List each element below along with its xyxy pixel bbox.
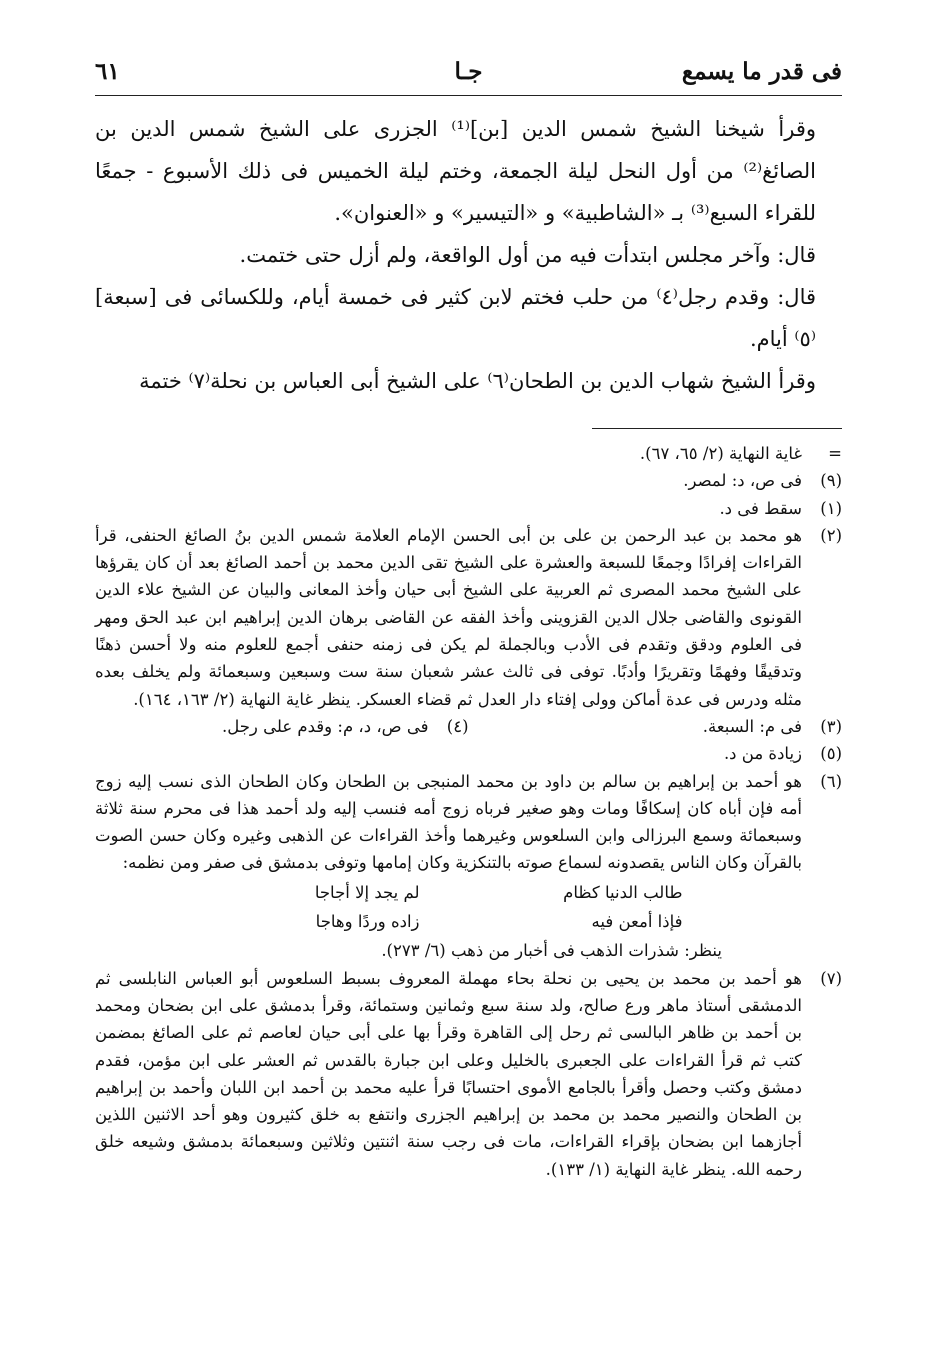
footnote-9 (95, 467, 842, 494)
verse-hemistich: طالب الدنيا كظام (563, 882, 683, 902)
volume-label: جـا (454, 58, 483, 85)
footnote-text: هو أحمد بن إبراهيم بن سالم بن داود بن محمد المنبجى بن الطحان وكان الطحان الذى نسب إليه زوج أمه فإن أباه كان إسكافًا ومات وهو صغير فرباه زوج أمه فنسب إليه ولد أحمد هذا فى محرم سنة ثلاثة وسبعمائة وسمع البرزالى وابن السلعوس وغيرهما وأخذ القراءات عن الذهبى وغيره وكان حسن الصوت بالقرآن وكان الناس يقصدونه لسماع صوته بالتنكزية وكان إمامها وتوفى بدمشق فى صفر ومن نظمه: (95, 771, 802, 873)
footnote-number: (٦) (820, 771, 842, 791)
footnote-text: زيادة من د. (723, 744, 802, 764)
footnote-3 (469, 713, 843, 740)
footnote-text: سقط فى د. (719, 498, 802, 518)
footnote-5 (95, 740, 842, 767)
footnote-number: (٣) (820, 716, 842, 736)
footnote-2 (95, 522, 842, 713)
running-header (95, 54, 842, 90)
footnote-1 (95, 495, 842, 522)
main-paragraph: وقرأ شيخنا الشيخ شمس الدين [بن]⁽¹⁾ الجزرى على الشيخ شمس الدين بن الصائغ⁽²⁾ من أول النحل ليلة الجمعة، وختم ليلة الخميس فى ذلك الأسبوع - جمعًا للقراء السبع⁽³⁾ بـ «الشاطبية» و «التيسير» و «العنوان». (95, 117, 816, 225)
footnote-number: (٩) (820, 471, 842, 491)
page-number: ٦١ (95, 58, 120, 85)
verse-hemistich: لم يجد إلا أجاجا (314, 882, 420, 902)
footnote-pair-3-4 (95, 713, 842, 740)
footnote-7 (95, 965, 842, 1183)
footnote-text: هو محمد بن عبد الرحمن بن على بن أبى الحسن الإمام العلامة شمس الدين بنُ الصائغ الحنفى، قرأ القراءات إفرادًا وجمعًا للسبعة والعشرة على الشيخ تقى الدين محمد بن أحمد الصائغ بعد أن كان يقرؤها على الشيخ محمد المصرى ثم العربية على الشيخ أبى حيان وأخذ المعانى والبيان عن الشيخ علاء الدين القونوى والقاضى جلال الدين القزوينى وأخذ الفقه عن القاضى برهان الدين إبراهيم ابن عبد الحق ومهر فى العلوم ودقق وتقدم فى الأدب وبالجملة لم يكن فى زمنه حنفى أجمع للعلوم منه ولا أحسن ذهنًا وتدقيقًا وفهمًا وتقريرًا وأدبًا. توفى فى ثالث عشر شعبان سنة ست وسبعين وسبعمائة ولم يخلف بعده مثله ودرس فى عدة أماكن وولى إفتاء دار العدل ثم قضاء العسكر. ينظر غاية النهاية (٢/ ١٦٣، ١٦٤). (95, 525, 802, 709)
verse-hemistich: فإذا أمعن فيه (591, 912, 683, 932)
header-rule (95, 95, 842, 96)
poem-verse (95, 908, 842, 935)
footnote-number: (٥) (820, 744, 842, 764)
poem-verse (95, 879, 842, 906)
footnote-text: غاية النهاية (٢/ ٦٥، ٦٧). (639, 444, 802, 463)
main-paragraph: قال: وآخر مجلس ابتدأت فيه من أول الواقعة، ولم أزل حتى ختمت. (239, 243, 816, 267)
main-paragraph: قال: وقدم رجل⁽٤⁾ من حلب فختم لابن كثير فى خمسة أيام، وللكسائى فى [سبعة]⁽٥⁾ أيام. (95, 285, 817, 351)
footnote-number: (٧) (820, 968, 842, 988)
main-text (95, 108, 842, 402)
footnote-4 (95, 713, 469, 740)
verse-hemistich: زاده وردًا وهاجا (315, 912, 420, 932)
footnote-number: (٤) (446, 716, 469, 736)
main-paragraph: وقرأ الشيخ شهاب الدين بن الطحان⁽٦⁾ على الشيخ أبى العباس بن نحلة⁽٧⁾ ختمة (139, 369, 816, 393)
footnote-continuation (95, 440, 842, 467)
footnotes (95, 440, 842, 1183)
footnote-6 (95, 768, 842, 877)
footnote-text: فى ص، د، م: وقدم على رجل. (221, 716, 429, 736)
footnote-number: (١) (820, 498, 842, 518)
footnote-reference: ينظر: شذرات الذهب فى أخبار من ذهب (٦/ ٢٧٣). (381, 941, 722, 961)
footnote-text: فى ص، د: لمصر. (683, 471, 802, 491)
footnote-text: هو أحمد بن محمد بن يحيى بن نحلة بحاء مهملة المعروف بسبط السلعوس أبو العباس النابلسى ثم الدمشقى أستاذ ماهر ورع صالح، ولد سنة سبع وثمانين وستمائة، وقرأ بدمشق على ابن بضحان ومحمد بن أحمد بن ظاهر البالسى ثم رحل إلى القاهرة وقرأ بها على أبى حيان لعاصم ثم على الصائغ بمضمن كتب ثم قرأ القراءات على الجعبرى بالخليل وعلى ابن جبارة بالقدس ثم العشر على ابن مؤمن، فقدم دمشق وكتب وحصل وأقرأ بالجامع الأموى احتسابًا قرأ عليه محمد بن أحمد ابن اللبان وأحمد بن إبراهيم بن الطحان والنصير محمد بن محمد بن إبراهيم الجزرى وانتفع به خلق كثيرون وهو أحد الاثنين اللذين أجازهما ابن بضحان بإقراء القراءات، مات فى رجب سنة اثنتين وثلاثين وسبعمائة بدمشق وشيعه خلق رحمه الله. ينظر غاية النهاية (١/ ١٣٣). (95, 968, 802, 1179)
running-title: فى قدر ما يسمع (681, 58, 842, 85)
footnote-number: (٢) (820, 525, 842, 545)
footnote-text: فى م: السبعة. (702, 716, 802, 736)
footnote-separator (592, 428, 842, 429)
footnote-number: = (828, 444, 842, 463)
